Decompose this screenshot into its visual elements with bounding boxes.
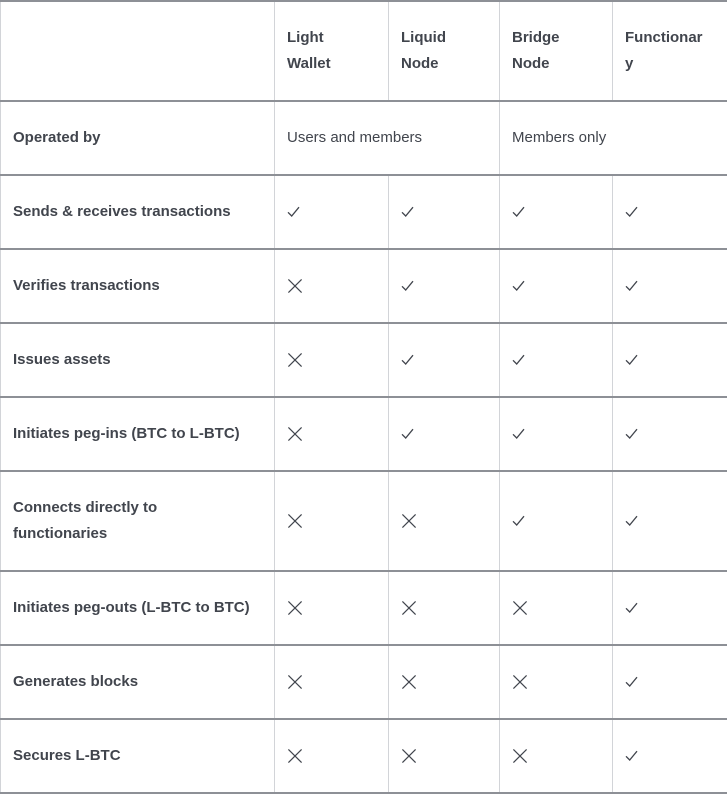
matrix-cell [275,323,389,397]
matrix-cell [500,471,613,571]
cross-icon [512,595,528,621]
column-header-label: Functionary [625,29,703,72]
cross-icon [401,743,417,769]
matrix-cell [500,719,613,793]
row-label-cell [1,571,275,645]
cross-icon [401,669,417,695]
matrix-cell [613,571,727,645]
cross-icon [287,508,303,534]
check-icon [625,199,638,225]
row-label: Initiates peg-ins (BTC to L-BTC) [13,425,240,442]
matrix-cell [613,719,727,793]
matrix-cell [613,397,727,471]
matrix-cell [275,175,389,249]
row-label-cell [1,645,275,719]
column-header [275,1,389,101]
matrix-cell [389,471,500,571]
check-icon [401,273,414,299]
check-icon [625,595,638,621]
check-icon [512,273,525,299]
feature-row [1,471,727,571]
row-label: Initiates peg-outs (L-BTC to BTC) [13,599,250,616]
feature-row [1,719,727,793]
row-label-cell [1,719,275,793]
row-label: Verifies transactions [13,277,160,294]
matrix-cell [275,397,389,471]
table-header-row [1,1,727,101]
check-icon [287,199,300,225]
feature-row [1,397,727,471]
matrix-cell [275,249,389,323]
operated-group-cell [500,101,727,175]
check-icon [625,508,638,534]
cross-icon [287,595,303,621]
check-icon [401,199,414,225]
matrix-cell [389,645,500,719]
matrix-cell [500,645,613,719]
matrix-cell [613,249,727,323]
feature-row [1,323,727,397]
feature-row [1,571,727,645]
cross-icon [512,743,528,769]
column-header-label: Bridge Node [512,29,560,72]
matrix-cell [389,323,500,397]
row-label-cell [1,397,275,471]
matrix-cell [613,175,727,249]
matrix-cell [500,175,613,249]
row-label-cell [1,101,275,175]
table-body [1,101,727,793]
check-icon [625,669,638,695]
matrix-cell [613,645,727,719]
row-label-cell [1,323,275,397]
cross-icon [512,669,528,695]
feature-row [1,249,727,323]
matrix-cell [500,571,613,645]
row-label: Issues assets [13,351,111,368]
row-label: Operated by [13,129,101,146]
matrix-cell [389,175,500,249]
check-icon [512,421,525,447]
row-label: Sends & receives transactions [13,203,231,220]
matrix-cell [500,249,613,323]
check-icon [512,508,525,534]
column-header [389,1,500,101]
check-icon [401,347,414,373]
row-label-cell [1,471,275,571]
matrix-cell [275,571,389,645]
column-header [613,1,727,101]
matrix-cell [389,719,500,793]
row-label: Secures L-BTC [13,747,121,764]
row-label: Generates blocks [13,673,139,690]
feature-row [1,645,727,719]
row-label-cell [1,175,275,249]
row-label: Connects directly to functionaries [13,499,158,542]
operated-group-cell [275,101,500,175]
check-icon [512,199,525,225]
cross-icon [287,421,303,447]
matrix-cell [500,397,613,471]
matrix-cell [500,323,613,397]
matrix-cell [389,571,500,645]
operated-group-label: Users and members [287,129,423,146]
check-icon [512,347,525,373]
cross-icon [287,743,303,769]
check-icon [625,743,638,769]
matrix-cell [275,645,389,719]
check-icon [401,421,414,447]
operated-group-label: Members only [512,129,607,146]
column-header [500,1,613,101]
matrix-cell [613,323,727,397]
feature-row [1,175,727,249]
cross-icon [287,347,303,373]
column-header-label: Liquid Node [401,29,446,72]
cross-icon [401,508,417,534]
check-icon [625,421,638,447]
cross-icon [287,273,303,299]
matrix-cell [275,719,389,793]
check-icon [625,347,638,373]
row-label-cell [1,249,275,323]
operated-by-row [1,101,727,175]
corner-cell [1,1,275,101]
matrix-cell [275,471,389,571]
matrix-cell [613,471,727,571]
matrix-cell [389,249,500,323]
column-header-label: Light Wallet [287,29,331,72]
cross-icon [401,595,417,621]
matrix-cell [389,397,500,471]
check-icon [625,273,638,299]
cross-icon [287,669,303,695]
